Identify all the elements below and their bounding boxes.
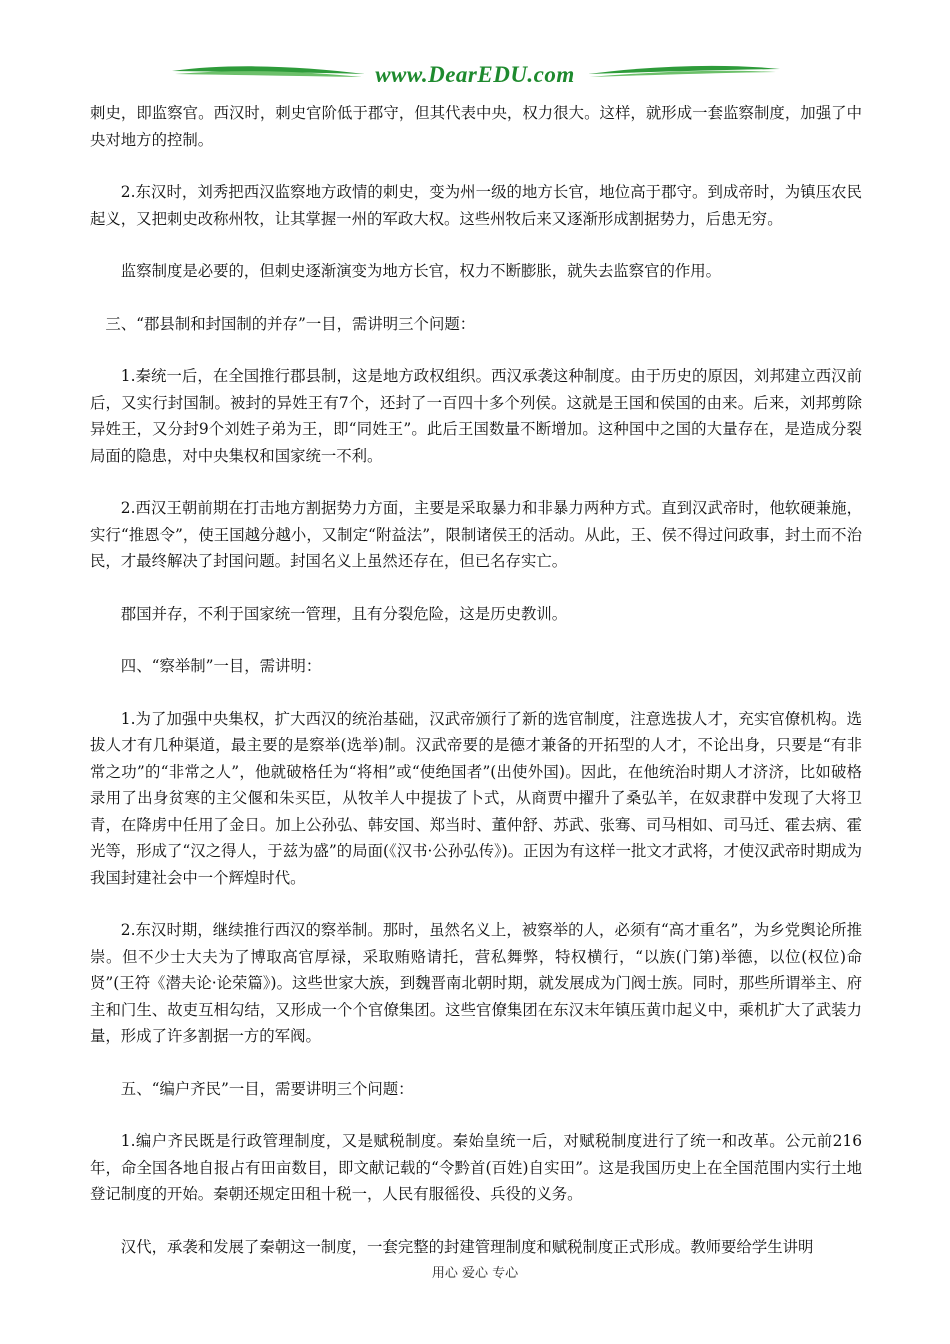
paragraph: 汉代，承袭和发展了秦朝这一制度，一套完整的封建管理制度和赋税制度正式形成。教师要给学生讲明 <box>120 1237 814 1256</box>
section-heading: 四、“察举制”一目，需讲明： <box>120 657 322 675</box>
section-heading: 三、“郡县制和封国制的并存”一目，需讲明三个问题： <box>105 314 476 333</box>
paragraph: 刺史，即监察官。西汉时，刺史官阶低于郡守，但其代表中央，权力很大。这样，就形成一套监察制度，加强了中央对地方的控制。 <box>90 104 862 149</box>
page-footer: 用心 爱心 专心 <box>431 1266 519 1281</box>
section-heading: 五、“编户齐民”一目，需要讲明三个问题： <box>120 1079 414 1098</box>
site-logo-text: www.DearEDU.com <box>375 62 575 87</box>
document-body <box>90 100 862 1260</box>
paragraph: 2.东汉时期，继续推行西汉的察举制。那时，虽然名义上，被察举的人，必须有“高才重名”，为乡党舆论所推崇。但不少士大夫为了博取高官厚禄，采取贿赂请托，营私舞弊，特权横行，“以族(门第)举德，以位(权位)命贤”(王符《潜夫论·论荣篇》)。这些世家大族，到魏晋南北朝时期，就发展成为门阀士族。同时，那些所谓举主、府主和门生、故吏互相勾结，又形成一个个官僚集团。这些官僚集团在东汉末年镇压黄巾起义中，乘机扩大了武装力量，形成了许多割据一方的军阀。 <box>90 921 862 1045</box>
paragraph: 监察制度是必要的，但刺史逐渐演变为地方长官，权力不断膨胀，就失去监察官的作用。 <box>120 262 722 280</box>
site-header <box>0 54 950 94</box>
paragraph: 1.为了加强中央集权，扩大西汉的统治基础，汉武帝颁行了新的选官制度，注意选拔人才，充实官僚机构。选拔人才有几种渠道，最主要的是察举(选举)制。汉武帝要的是德才兼备的开拓型的人才，不论出身，只要是“有非常之功”的“非常之人”，他就破格任为“将相”或“使绝国者”(出使外国)。因此，在他统治时期人才济济，比如破格录用了出身贫寒的主父偃和朱买臣，从牧羊人中提拔了卜式，从商贾中擢升了桑弘羊，在奴隶群中发现了大将卫青，在降虏中任用了金日。加上公孙弘、韩安国、郑当时、董仲舒、苏武、张骞、司马相如、司马迁、霍去病、霍光等，形成了“汉之得人，于兹为盛”的局面(《汉书·公孙弘传》)。正因为有这样一批文才武将，才使汉武帝时期成为我国封建社会中一个辉煌时代。 <box>90 709 862 887</box>
paragraph: 2.东汉时，刘秀把西汉监察地方政情的刺史，变为州一级的地方长官，地位高于郡守。到成帝时，为镇压农民起义，又把刺史改称州牧，让其掌握一州的军政大权。这些州牧后来又逐渐形成割据势力，后患无穷。 <box>90 183 862 228</box>
paragraph: 1.编户齐民既是行政管理制度，又是赋税制度。秦始皇统一后，对赋税制度进行了统一和改革。公元前216年，命全国各地自报占有田亩数目，即文献记载的“令黔首(百姓)自实田”。这是我国历史上在全国范围内实行土地登记制度的开始。秦朝还规定田租十税一，人民有服徭役、兵役的义务。 <box>90 1132 862 1203</box>
paragraph: 郡国并存，不利于国家统一管理，且有分裂危险，这是历史教训。 <box>120 604 568 623</box>
paragraph: 1.秦统一后，在全国推行郡县制，这是地方政权组织。西汉承袭这种制度。由于历史的原因，刘邦建立西汉前后，又实行封国制。被封的异姓王有7个，还封了一百四十多个列侯。这就是王国和侯国的由来。后来，刘邦剪除异姓王，又分封9个刘姓子弟为王，即“同姓王”。此后王国数量不断增加。这种国中之国的大量存在，是造成分裂局面的隐患，对中央集权和国家统一不利。 <box>90 367 862 465</box>
paragraph: 2.西汉王朝前期在打击地方割据势力方面，主要是采取暴力和非暴力两种方式。直到汉武帝时，他软硬兼施，实行“推恩令”，使王国越分越小，又制定“附益法”，限制诸侯王的活动。从此，王、侯不得过问政事，封土而不治民，才最终解决了封国问题。封国名义上虽然还存在，但已名存实亡。 <box>90 499 862 570</box>
